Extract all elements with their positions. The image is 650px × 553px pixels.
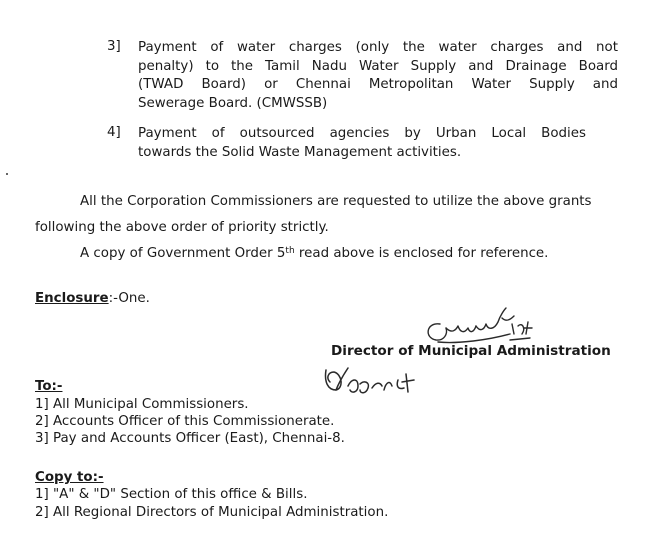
list-item-text: [138, 39, 618, 113]
reference-superscript: th: [285, 246, 295, 256]
list-item-text: [138, 125, 586, 162]
list-item-line: Payment of outsourced agencies by Urban Local Bodies: [138, 126, 586, 141]
reference-text: A copy of Government Order 5: [80, 246, 286, 261]
list-item-number: 3]: [107, 39, 121, 54]
to-heading: To:-: [35, 379, 63, 394]
copy-to-heading: Copy to:-: [35, 470, 104, 485]
to-recipient: 2] Accounts Officer of this Commissionerate.: [35, 414, 335, 429]
list-item-line: towards the Solid Waste Management activities.: [138, 144, 462, 160]
list-item-line: Payment of water charges (only the water charges and not: [138, 40, 618, 55]
enclosure-value: :-One.: [108, 291, 150, 306]
copy-to-recipient: 2] All Regional Directors of Municipal Administration.: [35, 505, 389, 520]
signatory-title: Director of Municipal Administration: [331, 343, 611, 359]
to-recipient: 1] All Municipal Commissioners.: [35, 397, 249, 412]
to-recipient: 3] Pay and Accounts Officer (East), Chennai-8.: [35, 431, 345, 446]
body-paragraph-line: following the above order of priority strictly.: [35, 220, 329, 235]
body-paragraph-line: All the Corporation Commissioners are requested to utilize the above grants: [80, 194, 592, 209]
list-item-line: penalty) to the Tamil Nadu Water Supply and Drainage Board: [138, 58, 618, 74]
enclosure-line: [35, 291, 150, 306]
reference-text-end: read above is enclosed for reference.: [294, 246, 549, 261]
scan-mark: [6, 173, 8, 175]
list-item-number: 4]: [107, 125, 121, 140]
body-paragraph-reference: [80, 245, 548, 264]
copy-to-recipient: 1] "A" & "D" Section of this office & Bills.: [35, 487, 308, 502]
list-item-line: (TWAD Board) or Chennai Metropolitan Water Supply and: [138, 77, 618, 92]
enclosure-label: Enclosure: [35, 291, 109, 306]
list-item-line: Sewerage Board. (CMWSSB): [138, 95, 328, 111]
initials-signature: [318, 360, 422, 404]
